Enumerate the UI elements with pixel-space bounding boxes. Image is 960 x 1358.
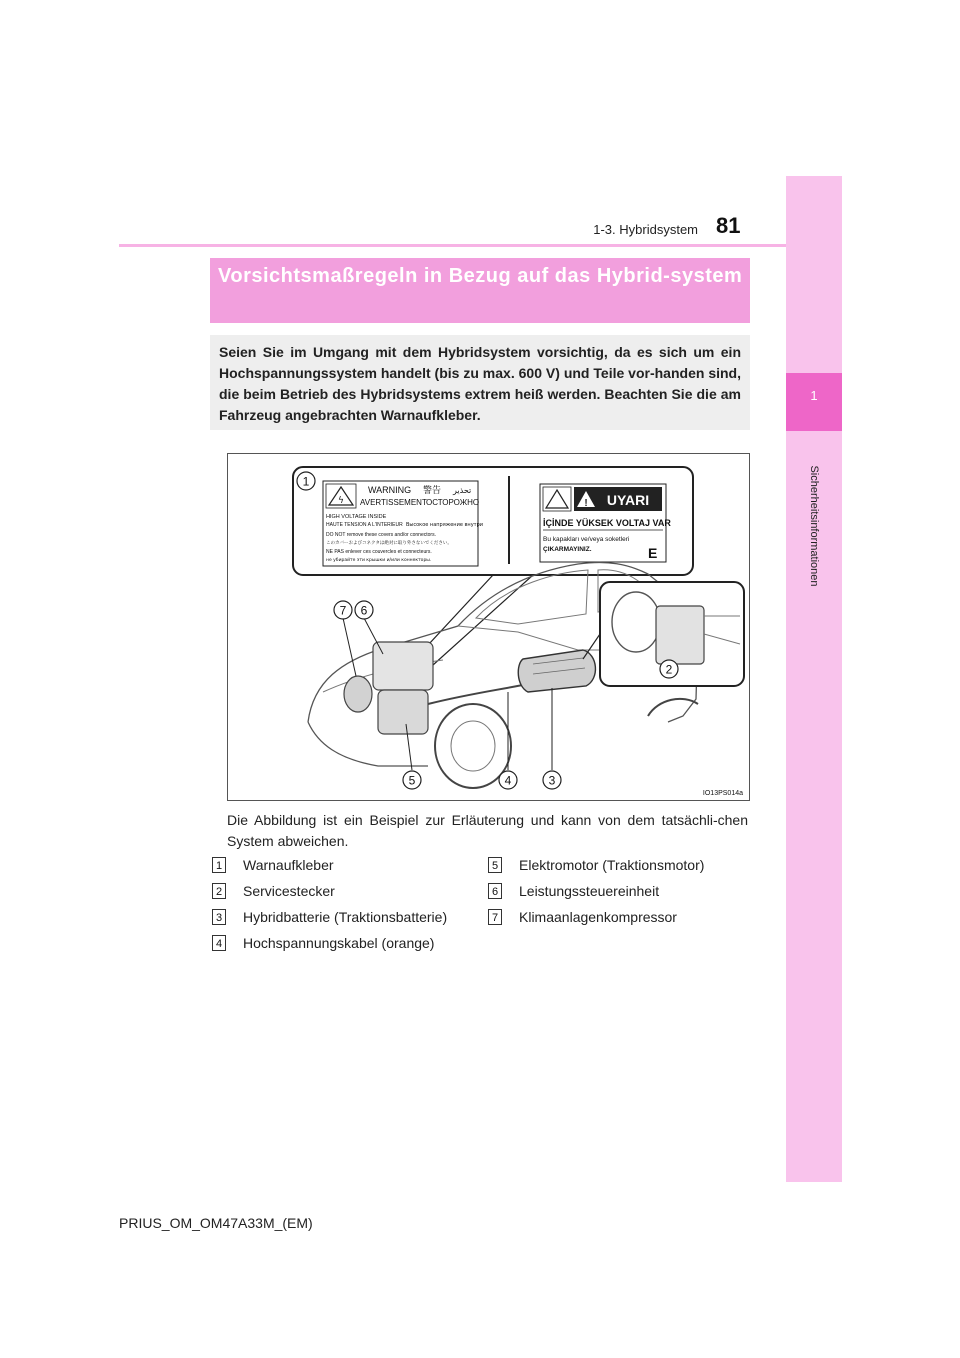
svg-text:6: 6 [360,603,368,618]
lightning-icon: ϟ [338,496,344,506]
chapter-side-tab [786,176,842,1182]
legend-text: Hochspannungskabel (orange) [243,935,435,951]
electric-motor [378,690,428,734]
callout-5 [403,771,421,789]
legend-number: 1 [212,857,226,873]
warning-title-jp: 警告 [423,486,442,496]
front-wheel-rim [451,721,495,771]
svg-text:2: 2 [665,662,673,677]
legend-number: 4 [212,935,226,951]
chapter-number: 1 [810,388,818,403]
legend-number: 5 [488,857,502,873]
warning-line-6: не убирайте эти крышки и/или коннекторы. [326,558,432,563]
legend-text: Warnaufkleber [243,857,334,873]
section-title: Vorsichtsmaßregeln in Bezug auf das Hybrid-system [218,265,743,287]
power-control-unit [373,642,433,690]
svg-text:7: 7 [339,603,347,618]
figure-code: IO13PS014a [702,790,743,797]
figure-caption: Die Abbildung ist ein Beispiel zur Erläuterung und kann von dem tatsächli-chen System abweichen. [227,812,748,849]
callout-3 [543,771,561,789]
legend-text: Elektromotor (Traktionsmotor) [519,857,705,873]
rear-wheel-arch [648,699,698,716]
section-reference: 1-3. Hybridsystem [593,222,698,237]
warning-title-ru: ОСТОРОЖНО [426,498,480,507]
intro-text: Seien Sie im Umgang mit dem Hybridsystem vorsichtig, da es sich um ein Hochspannungssystem handelt (bis zu max. 600 V) und Teile vor-handen sind, die beim Betrieb des Hybridsystems extrem heiß werden. Beachten Sie die am Fahrzeug angebrachten Warnaufkleber. [219,344,741,423]
turkish-letter: E [648,545,658,561]
legend-text: Leistungssteuereinheit [519,883,660,899]
high-voltage-cable [428,684,528,704]
warning-title-fr: AVERTISSEMENT [360,498,427,507]
car-drawing [228,454,749,800]
legend-text: Hybridbatterie (Traktionsbatterie) [243,909,448,925]
legend-number: 3 [212,909,226,925]
legend-number: 6 [488,883,502,899]
legend-number: 2 [212,883,226,899]
chapter-title: Sicherheitsinformationen [808,465,820,587]
warning-line-2b: Высокое напряжение внутри [406,522,483,528]
warning-line-5: NE PAS enlever ces couvercles et connecteurs. [326,549,432,555]
header-divider [119,244,786,247]
callout-2 [660,660,678,678]
svg-text:4: 4 [504,773,512,788]
callout-6 [355,601,373,619]
callout-1 [297,472,315,490]
leader-line [343,618,356,676]
turkish-line-3: ÇIKARMAYINIZ. [543,546,592,553]
legend-text: Servicestecker [243,883,335,899]
warning-line-4: このカバーおよびコネクタは絶対に取り外さないでください。 [326,541,452,546]
callout-4 [499,771,517,789]
warning-title-ar: تحذير [453,486,472,495]
exclamation-icon: ! [584,498,588,509]
turkish-title: UYARI [606,492,650,508]
turkish-line-1: İÇİNDE YÜKSEK VOLTAJ VAR [543,518,671,528]
ac-compressor [344,676,372,712]
callout-7 [334,601,352,619]
service-plug [656,606,704,664]
page-number: 81 [716,213,741,238]
legend-text: Klimaanlagenkompressor [519,909,677,925]
legend-number: 7 [488,909,502,925]
svg-text:5: 5 [408,773,416,788]
svg-text:1: 1 [302,474,310,489]
hybrid-system-illustration [227,453,750,801]
svg-text:3: 3 [548,773,556,788]
leader-line [423,575,533,674]
warning-line-1: HIGH VOLTAGE INSIDE [326,514,387,520]
warning-line-2: HAUTE TENSION A L'INTERIEUR [326,522,403,528]
warning-title-en: WARNING [368,485,412,495]
warning-line-3: DO NOT remove these covers and/or connectors. [326,532,436,538]
turkish-line-2: Bu kapakları ve/veya soketleri [543,536,630,543]
document-footer: PRIUS_OM_OM47A33M_(EM) [119,1215,313,1231]
